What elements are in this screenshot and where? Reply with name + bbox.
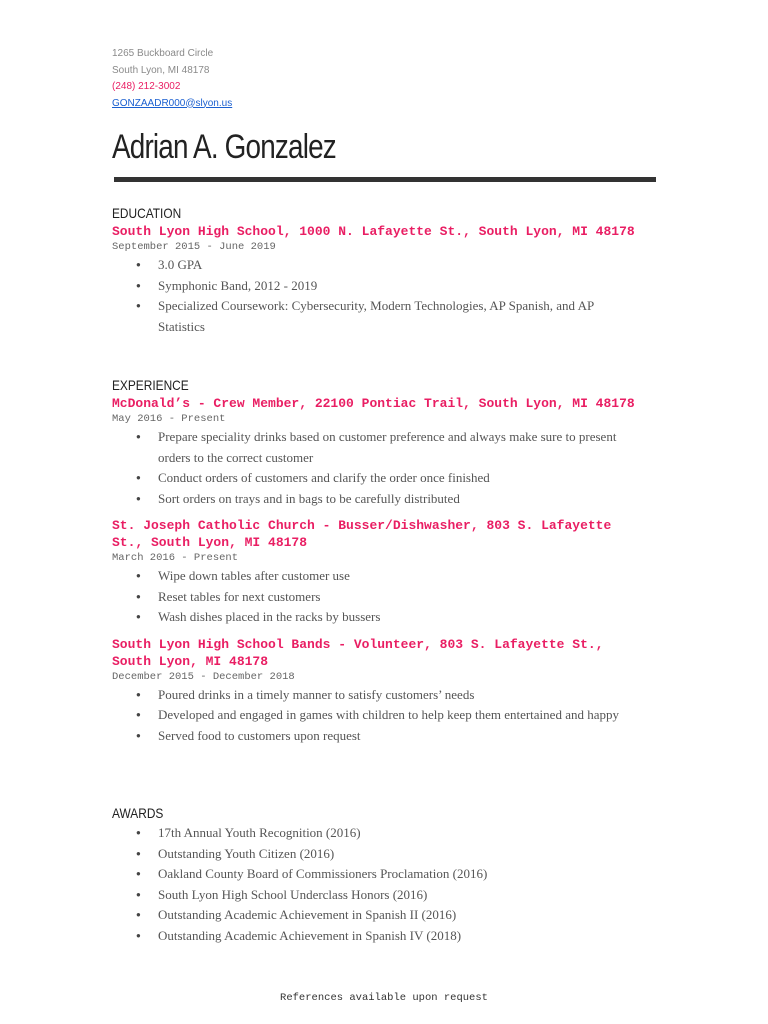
resume-name: Adrian A. Gonzalez xyxy=(112,128,336,166)
list-item: ● Oakland County Board of Commissioners Proclamation (2016) xyxy=(112,864,628,885)
list-item: ● Outstanding Academic Achievement in Spanish IV (2018) xyxy=(112,926,628,947)
header-divider xyxy=(114,177,656,182)
education-entry xyxy=(112,223,672,337)
education-section xyxy=(112,203,672,345)
list-item: ● Outstanding Academic Achievement in Spanish II (2016) xyxy=(112,905,628,926)
list-item: ● Conduct orders of customers and clarify the order once finished xyxy=(112,468,628,489)
list-item: ● Specialized Coursework: Cybersecurity, Modern Technologies, AP Spanish, and AP Statistics xyxy=(112,296,628,337)
address-line-2: South Lyon, MI 48178 xyxy=(112,64,210,76)
list-item: ● Poured drinks in a timely manner to satisfy customers’ needs xyxy=(112,685,628,706)
list-item: ● South Lyon High School Underclass Honors (2016) xyxy=(112,885,628,906)
experience-entry xyxy=(112,517,672,628)
entry-date: March 2016 - Present xyxy=(112,552,239,564)
email-link[interactable]: GONZAADR000@slyon.us xyxy=(112,97,233,109)
entry-heading: St. Joseph Catholic Church - Busser/Dishwasher, 803 S. Lafayette St., South Lyon, MI 48178 xyxy=(112,518,612,550)
entry-date: September 2015 - June 2019 xyxy=(112,241,276,253)
list-item: ● Wipe down tables after customer use xyxy=(112,566,628,587)
list-item: ● Sort orders on trays and in bags to be carefully distributed xyxy=(112,489,628,510)
list-item: ● Developed and engaged in games with children to help keep them entertained and happy xyxy=(112,705,628,726)
education-heading: EDUCATION xyxy=(112,205,182,221)
references-note: References available upon request xyxy=(280,992,488,1004)
entry-heading: McDonald’s - Crew Member, 22100 Pontiac Trail, South Lyon, MI 48178 xyxy=(112,396,635,411)
list-item: ● 3.0 GPA xyxy=(112,255,628,276)
awards-list xyxy=(112,823,672,946)
phone-number: (248) 212-3002 xyxy=(112,81,181,92)
entry-heading: South Lyon High School Bands - Volunteer, 803 S. Lafayette St., South Lyon, MI 48178 xyxy=(112,636,604,669)
bullet-list xyxy=(112,427,672,509)
list-item: ● Outstanding Youth Citizen (2016) xyxy=(112,844,628,865)
list-item: ● Prepare speciality drinks based on customer preference and always make sure to present orders to the correct customer xyxy=(112,427,628,468)
bullet-list xyxy=(112,255,672,337)
contact-block xyxy=(112,46,232,112)
list-item: ● Served food to customers upon request xyxy=(112,726,628,747)
experience-entry xyxy=(112,395,672,509)
list-item: ● Reset tables for next customers xyxy=(112,587,628,608)
experience-entry xyxy=(112,636,672,747)
list-item: ● Wash dishes placed in the racks by bussers xyxy=(112,607,628,628)
address-line-1: 1265 Buckboard Circle xyxy=(112,48,214,59)
entry-heading: South Lyon High School, 1000 N. Lafayette St., South Lyon, MI 48178 xyxy=(112,224,635,239)
experience-heading: EXPERIENCE xyxy=(112,377,189,393)
experience-section xyxy=(112,375,672,754)
entry-date: May 2016 - Present xyxy=(112,413,226,425)
awards-heading: AWARDS xyxy=(112,805,164,821)
bullet-list xyxy=(112,566,672,628)
entry-date: December 2015 - December 2018 xyxy=(112,670,295,683)
awards-section xyxy=(112,803,672,946)
list-item: ● Symphonic Band, 2012 - 2019 xyxy=(112,276,628,297)
list-item: ● 17th Annual Youth Recognition (2016) xyxy=(112,823,628,844)
bullet-list xyxy=(112,685,672,747)
